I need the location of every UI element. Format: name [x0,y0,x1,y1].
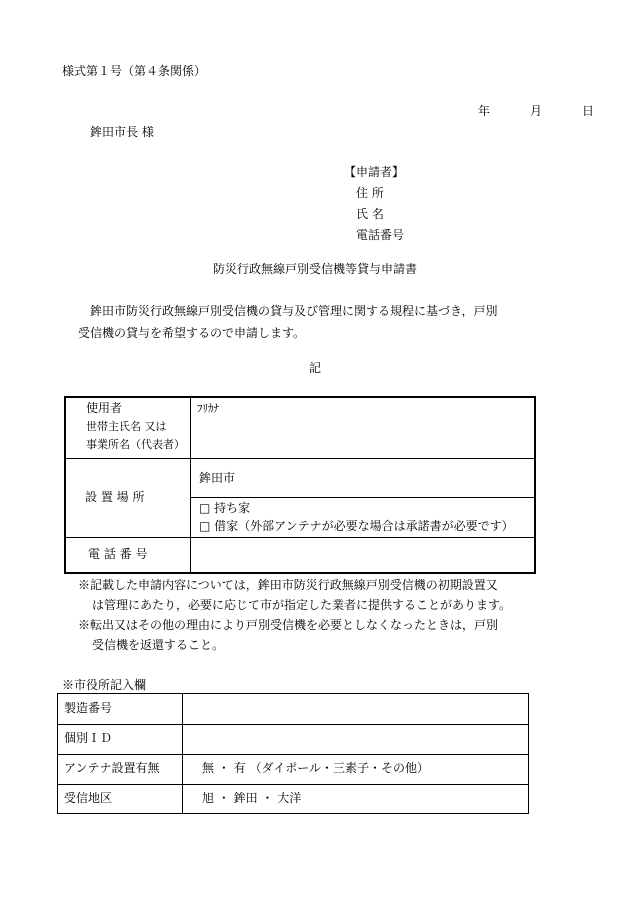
table-row-divider [190,497,534,498]
furigana-label: ﾌﾘｶﾅ [197,402,219,415]
name-label: 氏 名 [356,207,384,221]
note-1-line-2: は管理にあたり，必要に応じて市が指定した業者に提供することがあります。 [92,598,512,612]
body-paragraph [78,300,558,344]
location-city: 鉾田市 [199,471,236,485]
addressee: 鉾田市長 様 [90,125,154,139]
user-sub-label-2: 事業所名（代表者） [86,438,185,451]
user-label: 使用者 [86,401,123,415]
date-month: 月 [530,104,543,118]
note-2-line-2: 受信機を返還すること。 [92,638,225,652]
phone-label: 電話番号 [356,228,405,242]
note-2-line-1: ※転出又はその他の理由により戸別受信機を必要としなくなったときは，戸別 [78,618,499,632]
phone-number-label: 電 話 番 号 [88,547,148,561]
applicant-block [344,165,404,249]
form-number: 様式第１号（第４条関係） [62,64,207,78]
office-use-label: ※市役所記入欄 [62,678,147,692]
date-line [478,104,594,119]
applicant-heading: 【申請者】 [344,165,405,179]
antenna-label: アンテナ設置有無 [64,761,160,775]
address-label: 住 所 [356,186,384,200]
option-rented-house[interactable]: □ 借家（外部アンテナが必要な場合は承諾書が必要です） [199,519,514,533]
table-column-divider [190,398,191,572]
location-label: 設 置 場 所 [85,490,145,504]
reception-area-options: 旭 ・ 鉾田 ・ 大洋 [202,791,302,805]
office-row [58,694,528,724]
application-table [64,396,536,574]
date-day: 日 [582,104,595,118]
office-row [58,784,528,814]
office-row [58,724,528,754]
note-1-line-1: ※記載した申請内容については，鉾田市防災行政無線戸別受信機の初期設置又 [78,578,498,592]
body-line-2: 受信機の貸与を希望するので申請します。 [78,326,306,340]
option-owned-house[interactable]: □ 持ち家 [199,501,251,515]
manufacturing-number-label: 製造番号 [64,701,113,715]
user-sub-label-1: 世帯主氏名 又は [86,420,167,433]
office-use-table [57,693,529,814]
document-title: 防災行政無線戸別受信機等貸与申請書 [212,262,417,276]
reception-area-label: 受信地区 [64,791,113,805]
office-row [58,754,528,784]
ki-heading: 記 [308,361,321,375]
date-year: 年 [478,104,491,118]
table-row-divider [66,458,534,459]
body-line-1: 鉾田市防災行政無線戸別受信機の貸与及び管理に関する規程に基づき，戸別 [90,304,498,318]
antenna-options: 無 ・ 有 （ダイポール・三素子・その他） [202,761,429,775]
table-row-divider [66,537,534,538]
individual-id-label: 個別ＩＤ [64,731,113,745]
